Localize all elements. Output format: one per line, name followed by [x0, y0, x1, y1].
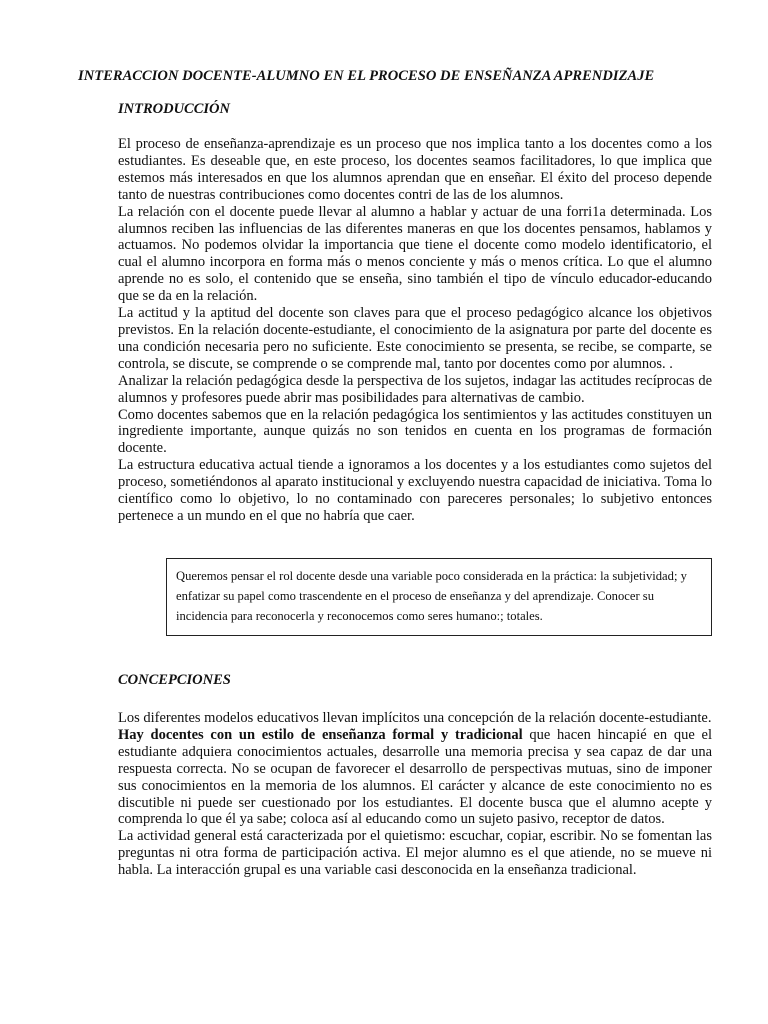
- paragraph: La actividad general está caracterizada por el quietismo: escuchar, copiar, escribir. No se fomentan las preguntas ni otra forma de participación activa. El mejor alumno es el que atiende, no se mueve ni habla. La interacción grupal es una variable casi desconocida en la enseñanza tradicional.: [118, 828, 712, 879]
- paragraph: Analizar la relación pedagógica desde la perspectiva de los sujetos, indagar las actitudes recíprocas de alumnos y profesores puede abrir mas posibilidades para alternativas de cambio.: [118, 372, 712, 406]
- section-heading-concepciones: CONCEPCIONES: [118, 672, 231, 688]
- paragraph-text: que hacen hincapié en que el estudiante adquiera conocimientos actuales, desarrolle una memoria precisa y sea capaz de dar una respuesta correcta. No se ocupan de favorecer el desarrollo de perspectivas mutuas, sino de imponer sus conocimientos en la memoria de los alumnos. El carácter y alcance de este conocimiento no es discutible ni puede ser cuestionado por los estudiantes. El docente busca que el alumno acepte y comprenda lo que él ya sabe; coloca así al educando como un sujeto pasivo, receptor de datos.: [118, 726, 712, 828]
- paragraph: La relación con el docente puede llevar al alumno a hablar y actuar de una forri1a determinada. Los alumnos reciben las influencias de las diferentes maneras en que los docentes pensamos, hablamos y actuamos. No podemos olvidar la importancia que tiene el docente como modelo identificatorio, el cual el alumno incorpora en forma más o menos conciente y más o menos crítica. Lo que el alumno aprende no es solo, el contenido que se enseña, sino también el tipo de vínculo educador-educando que se da en la relación.: [118, 203, 712, 305]
- bold-phrase: Hay docentes con un estilo de enseñanza formal y tradicional: [118, 726, 523, 743]
- section-heading-introduccion: INTRODUCCIÓN: [118, 101, 230, 117]
- paragraph: Como docentes sabemos que en la relación pedagógica los sentimientos y las actitudes constituyen un ingrediente importante, aunque quizás no son tenidos en cuenta en los programas de formación docente.: [118, 406, 712, 457]
- introduccion-body: [118, 136, 712, 525]
- quote-box: Queremos pensar el rol docente desde una variable poco considerada en la práctica: la subjetividad; y enfatizar su papel como trascendente en el proceso de enseñanza y del aprendizaje. Conocer su incidencia para reconocerla y reconocemos como seres humano:; totales.: [166, 558, 712, 636]
- paragraph: La estructura educativa actual tiende a ignoramos a los docentes y a los estudiantes como sujetos del proceso, sometiéndonos al aparato institucional y excluyendo nuestra capacidad de iniciativa. Toma lo científico como lo objetivo, lo no contaminado con pareceres personales; lo subjetivo entonces pertenece a un mundo en el que no habría que caer.: [118, 457, 712, 524]
- paragraph: [118, 727, 712, 828]
- document-title: INTERACCION DOCENTE-ALUMNO EN EL PROCESO DE ENSEÑANZA APRENDIZAJE: [78, 68, 655, 84]
- paragraph: Los diferentes modelos educativos llevan implícitos una concepción de la relación docente-estudiante.: [118, 710, 712, 726]
- paragraph: La actitud y la aptitud del docente son claves para que el proceso pedagógico alcance los objetivos previstos. En la relación docente-estudiante, el conocimiento de la asignatura por parte del docente es una condición necesaria pero no suficiente. Este conocimiento se presenta, se recibe, se comparte, se controla, se discute, se comprende o se comprende mal, tanto por docentes como por alumnos. .: [118, 305, 712, 372]
- concepciones-body: [118, 710, 712, 879]
- paragraph: El proceso de enseñanza-aprendizaje es un proceso que nos implica tanto a los docentes como a los estudiantes. Es deseable que, en este proceso, los docentes seamos facilitadores, lo que implica que estemos más interesados en que los alumnos aprendan que en enseñar. El éxito del proceso depende tanto de nuestras contribuciones como docentes contri de las de los alumnos.: [118, 136, 712, 203]
